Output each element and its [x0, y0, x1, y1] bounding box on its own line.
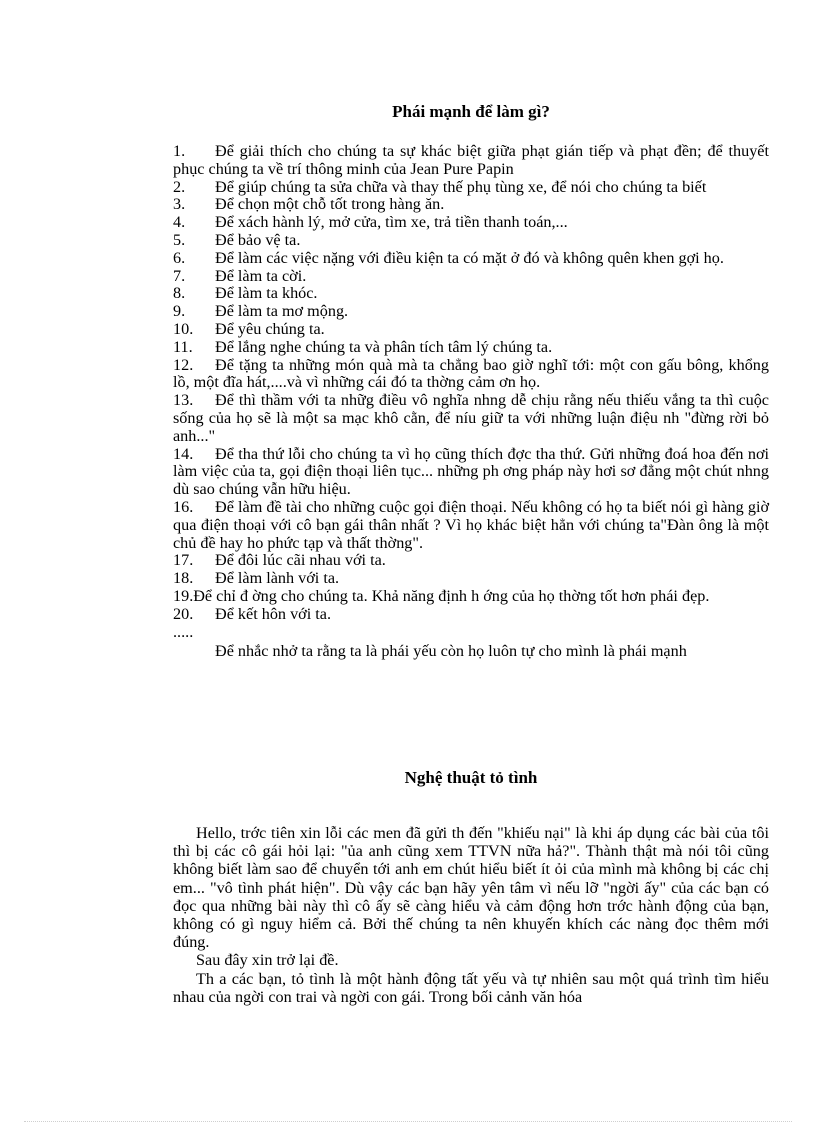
- list-item: [173, 232, 769, 250]
- list-number: 3.: [173, 195, 186, 214]
- list-number: 10.: [173, 319, 194, 338]
- list-text: Để làm ta mơ mộng.: [215, 302, 349, 321]
- list-item: [173, 303, 769, 321]
- list-item: [173, 285, 769, 303]
- list-number: 6.: [173, 248, 186, 267]
- list-text: Để tặng ta những món quà mà ta chẳng bao giờ nghĩ tới: một con gấu bông, khổng lồ, một đĩa hát,....và vì những cái đó ta thờng cảm ơn họ.: [173, 355, 769, 392]
- list-item: [173, 588, 769, 606]
- list-item: [173, 321, 769, 339]
- list-text: Để bảo vệ ta.: [215, 230, 301, 249]
- list-number: 18.: [173, 569, 194, 588]
- list-item: [173, 143, 769, 179]
- numbered-list: [173, 143, 769, 661]
- list-item: [173, 606, 769, 624]
- list-item: [173, 392, 769, 445]
- list-item: [173, 250, 769, 268]
- section-title-phai-manh: Phái mạnh để làm gì?: [392, 102, 550, 121]
- list-number: 17.: [173, 551, 194, 570]
- list-number: 8.: [173, 284, 186, 303]
- list-item: [173, 552, 769, 570]
- list-text: Để làm ta cời.: [215, 266, 307, 285]
- list-item: [173, 339, 769, 357]
- list-text: Để lắng nghe chúng ta và phân tích tâm lý chúng ta.: [215, 337, 553, 356]
- list-number: 11.: [173, 337, 193, 356]
- page-bottom-divider: [24, 1121, 792, 1122]
- paragraph: Sau đây xin trở lại đề.: [196, 951, 339, 970]
- list-item: [173, 446, 769, 499]
- list-number: 2.: [173, 177, 186, 196]
- section-title-nghe-thuat-to-tinh: Nghệ thuật tỏ tình: [404, 768, 538, 787]
- list-text: Để giúp chúng ta sửa chữa và thay thế phụ tùng xe, để nói cho chúng ta biết: [215, 177, 707, 196]
- list-text: Để kết hôn với ta.: [215, 604, 331, 623]
- list-ellipsis: .....: [173, 622, 194, 641]
- list-text: Để xách hành lý, mở cửa, tìm xe, trả tiền thanh toán,...: [215, 213, 568, 232]
- list-text: Để chỉ đ ờng cho chúng ta. Khả năng định h ớng của họ thờng tốt hơn phái đẹp.: [193, 586, 710, 605]
- paragraph: Th a các bạn, tỏ tình là một hành động tất yếu và tự nhiên sau một quá trình tìm hiểu nhau của ngời con trai và ngời con gái. Trong bối cảnh văn hóa: [173, 969, 769, 1006]
- list-item: [173, 179, 769, 197]
- paragraph: Hello, trớc tiên xin lỗi các men đã gửi th đến "khiếu nại" là khi áp dụng các bài của tôi thì bị các cô gái hỏi lại: "ủa anh cũng xem TTVN nữa hả?". Thành thật mà nói tôi cũng không biết làm sao để chuyển tới anh em chút hiểu biết ít ỏi của mình mà không bị các chị em... "vô tình phát hiện". Dù vậy các bạn hãy yên tâm vì nếu lỡ "ngời ấy" của các bạn có đọc qua những bài này thì cô ấy sẽ càng hiểu và cảm động hơn trớc hành động của bạn, không có gì nguy hiểm cả. Bởi thế chúng ta nên khuyến khích các nàng đọc thêm mới đúng.: [173, 824, 769, 952]
- list-text: Để tha thứ lỗi cho chúng ta vì họ cũng thích đợc tha thứ. Gửi những đoá hoa đến nơi làm việc của ta, gọi điện thoại liên tục... những ph ơng pháp này hơi sơ đẳng một chút nhng dù sao chúng vẫn hữu hiệu.: [173, 444, 769, 499]
- list-number: 20.: [173, 604, 194, 623]
- list-number: 7.: [173, 266, 186, 285]
- list-item: [173, 268, 769, 286]
- list-number: 14.: [173, 444, 194, 463]
- list-text: Để yêu chúng ta.: [215, 319, 325, 338]
- list-item: [173, 196, 769, 214]
- list-number: 1.: [173, 142, 186, 160]
- list-item: [173, 214, 769, 232]
- list-text: Để làm lành với ta.: [215, 569, 340, 588]
- list-text: Để làm ta khóc.: [215, 284, 318, 303]
- list-item: [173, 357, 769, 393]
- list-text: Để chọn một chỗ tốt trong hàng ăn.: [215, 195, 445, 214]
- list-number: 19.: [173, 586, 194, 605]
- list-number: 16.: [173, 497, 194, 516]
- list-number: 4.: [173, 213, 186, 232]
- list-number: 9.: [173, 302, 186, 321]
- article-body: [173, 824, 769, 1006]
- list-item: [173, 499, 769, 552]
- list-text: Để làm đề tài cho những cuộc gọi điện thoại. Nếu không có họ ta biết nói gì hàng giờ qua điện thoại với cô bạn gái thân nhất ? Vì họ khác biệt hẳn với chúng ta"Đàn ông là một chủ đề hay ho phức tạp và thất thờng".: [173, 497, 769, 552]
- list-item: [173, 570, 769, 588]
- list-text: Để thì thầm với ta nhữg điều vô nghĩa nhng dễ chịu rằng nếu thiếu vắng ta thì cuộc sống của họ sẽ là một sa mạc khô cằn, để níu giữ ta với những luận điệu nh "đừng rời bỏ anh...": [173, 391, 769, 445]
- list-text: Để đôi lúc cãi nhau với ta.: [215, 551, 386, 570]
- list-text: Để làm các việc nặng với điều kiện ta có mặt ở đó và không quên khen gợi họ.: [215, 248, 724, 267]
- list-number: 5.: [173, 230, 186, 249]
- closing-line: Để nhắc nhở ta rằng ta là phái yếu còn họ luôn tự cho mình là phái mạnh: [215, 642, 687, 661]
- list-text: Để giải thích cho chúng ta sự khác biệt giữa phạt gián tiếp và phạt đền; để thuyết phục chúng ta về trí thông minh của Jean Pure Papin: [173, 142, 769, 178]
- list-number: 12.: [173, 355, 194, 374]
- list-number: 13.: [173, 391, 194, 410]
